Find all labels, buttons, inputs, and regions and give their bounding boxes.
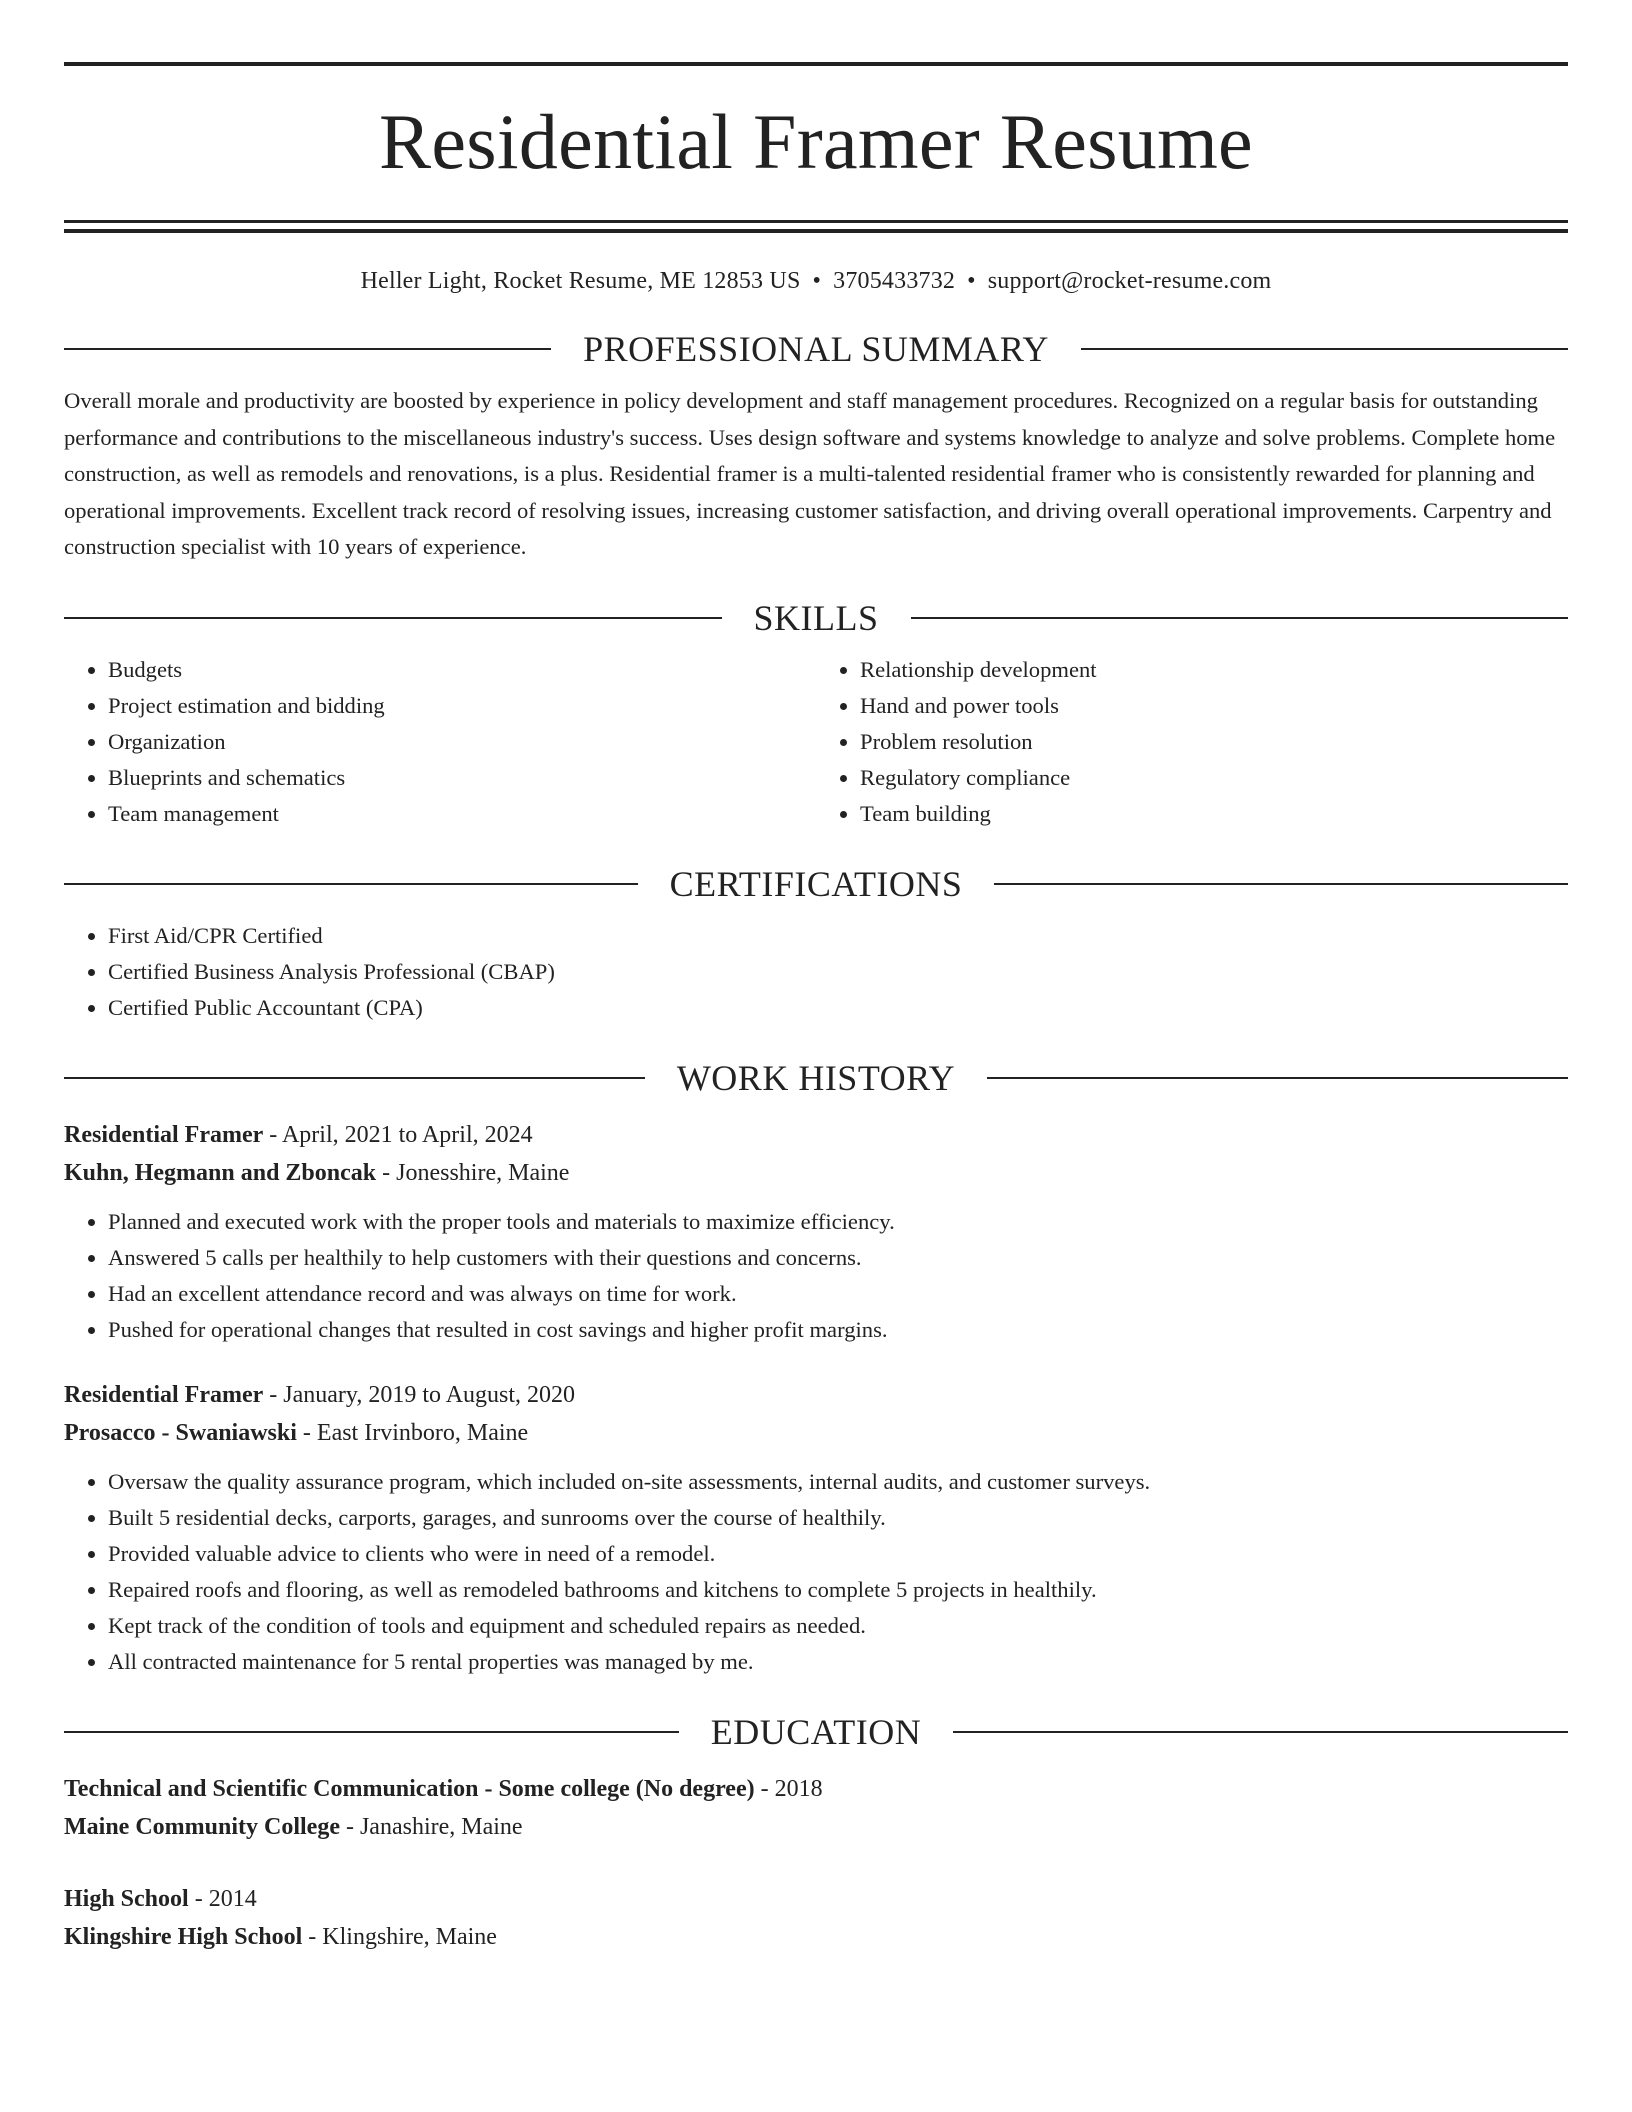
skill-item: • Project estimation and bidding <box>108 688 816 724</box>
job-company: Prosacco - Swaniawski <box>64 1419 297 1446</box>
job-entry <box>64 1116 1568 1348</box>
job-bullet: • Repaired roofs and flooring, as well as remodeled bathrooms and kitchens to complete 5 projects in healthily. <box>108 1572 1568 1608</box>
contact-separator: • <box>812 268 822 294</box>
skills-list-right <box>816 652 1568 832</box>
education-program: Technical and Scientific Communication - Some college (No degree) <box>64 1775 755 1802</box>
job-title-line <box>64 1116 1568 1154</box>
certifications-heading: CERTIFICATIONS <box>669 863 963 904</box>
contact-line <box>64 265 1568 297</box>
skills-columns <box>64 652 1568 832</box>
job-entry <box>64 1376 1568 1680</box>
job-bullet: • Kept track of the condition of tools and equipment and scheduled repairs as needed. <box>108 1608 1568 1644</box>
job-company-line <box>64 1154 1568 1192</box>
job-company: Kuhn, Hegmann and Zboncak <box>64 1159 377 1186</box>
education-program-line <box>64 1770 1568 1808</box>
job-company-line <box>64 1414 1568 1452</box>
skill-item: • Problem resolution <box>860 724 1568 760</box>
certification-item: • Certified Public Accountant (CPA) <box>108 990 1568 1026</box>
certifications-section-heading <box>64 860 1568 908</box>
education-heading: EDUCATION <box>710 1711 922 1752</box>
education-location: Klingshire, Maine <box>322 1923 497 1950</box>
contact-email: support@rocket-resume.com <box>987 268 1272 294</box>
skills-heading: SKILLS <box>753 597 879 638</box>
summary-section-heading <box>64 325 1568 373</box>
job-title: Residential Framer <box>64 1121 264 1148</box>
job-title: Residential Framer <box>64 1381 264 1408</box>
heading-rule-left <box>64 1731 679 1733</box>
job-location: East Irvinboro, Maine <box>316 1419 529 1446</box>
contact-phone: 3705433732 <box>833 268 956 294</box>
skill-item: • Organization <box>108 724 816 760</box>
education-school-line <box>64 1808 1568 1846</box>
job-bullet: • Had an excellent attendance record and was always on time for work. <box>108 1276 1568 1312</box>
job-bullet: • Provided valuable advice to clients who were in need of a remodel. <box>108 1536 1568 1572</box>
dash: - <box>302 1923 323 1950</box>
job-dates: January, 2019 to August, 2020 <box>283 1381 576 1408</box>
work-section-heading <box>64 1054 1568 1102</box>
job-bullet: • Pushed for operational changes that resulted in cost savings and higher profit margins. <box>108 1312 1568 1348</box>
job-dates: April, 2021 to April, 2024 <box>281 1121 533 1148</box>
heading-rule-right <box>953 1731 1568 1733</box>
education-year: 2014 <box>208 1885 257 1912</box>
summary-text: Overall morale and productivity are boosted by experience in policy development and staff management procedures. Recognized on a regular basis for outstanding performance and contributions to the miscellaneous industry's success. Uses design software and systems knowledge to analyze and solve problems. Complete home construction, as well as remodels and renovations, is a plus. Residential framer is a multi-talented residential framer who is consistently rewarded for planning and operational improvements. Excellent track record of resolving issues, increasing customer satisfaction, and driving overall operational improvements. Carpentry and construction specialist with 10 years of experience. <box>64 388 1556 560</box>
certification-item: • First Aid/CPR Certified <box>108 918 1568 954</box>
heading-rule-right <box>994 883 1568 885</box>
heading-rule-left <box>64 1077 645 1079</box>
dash: - <box>263 1381 284 1408</box>
dash: - <box>339 1813 360 1840</box>
skill-item: • Blueprints and schematics <box>108 760 816 796</box>
skill-item: • Hand and power tools <box>860 688 1568 724</box>
job-bullet: • Oversaw the quality assurance program, which included on-site assessments, internal audits, and customer surveys. <box>108 1464 1568 1500</box>
certification-item: • Certified Business Analysis Professional (CBAP) <box>108 954 1568 990</box>
skill-item: • Regulatory compliance <box>860 760 1568 796</box>
skill-item: • Team management <box>108 796 816 832</box>
summary-heading: PROFESSIONAL SUMMARY <box>583 329 1049 369</box>
dash: - <box>754 1775 775 1802</box>
heading-rule-left <box>64 617 722 619</box>
work-heading: WORK HISTORY <box>676 1057 956 1098</box>
job-bullet: • All contracted maintenance for 5 rental properties was managed by me. <box>108 1644 1568 1680</box>
certifications-list <box>64 918 1568 1026</box>
education-location: Janashire, Maine <box>359 1813 523 1840</box>
dash: - <box>263 1121 282 1148</box>
title-double-rule <box>64 220 1568 233</box>
skills-section-heading <box>64 594 1568 642</box>
page-title: Residential Framer Resume <box>379 98 1253 185</box>
education-section-heading <box>64 1708 1568 1756</box>
education-program-line <box>64 1880 1568 1918</box>
dash: - <box>376 1159 397 1186</box>
job-bullets <box>64 1464 1568 1680</box>
heading-rule-right <box>911 617 1569 619</box>
dash: - <box>188 1885 209 1912</box>
job-bullet: • Built 5 residential decks, carports, garages, and sunrooms over the course of healthily. <box>108 1500 1568 1536</box>
skills-list-left <box>64 652 816 832</box>
dash: - <box>296 1419 317 1446</box>
job-title-line <box>64 1376 1568 1414</box>
skill-item: • Relationship development <box>860 652 1568 688</box>
contact-address: Heller Light, Rocket Resume, ME 12853 US <box>360 268 801 294</box>
heading-rule-left <box>64 348 551 350</box>
education-school: Klingshire High School <box>64 1923 303 1950</box>
education-entry <box>64 1770 1568 1846</box>
skill-item: • Team building <box>860 796 1568 832</box>
skill-item: • Budgets <box>108 652 816 688</box>
education-school-line <box>64 1918 1568 1956</box>
education-program: High School <box>64 1885 189 1912</box>
education-entry <box>64 1880 1568 1956</box>
heading-rule-left <box>64 883 638 885</box>
education-year: 2018 <box>774 1775 823 1802</box>
top-rule <box>64 62 1568 66</box>
contact-separator: • <box>967 268 976 294</box>
job-bullets <box>64 1204 1568 1348</box>
job-bullet: • Answered 5 calls per healthily to help customers with their questions and concerns. <box>108 1240 1568 1276</box>
heading-rule-right <box>1081 348 1568 350</box>
heading-rule-right <box>987 1077 1568 1079</box>
education-school: Maine Community College <box>64 1813 340 1840</box>
job-bullet: • Planned and executed work with the proper tools and materials to maximize efficiency. <box>108 1204 1568 1240</box>
job-location: Jonesshire, Maine <box>396 1159 570 1186</box>
